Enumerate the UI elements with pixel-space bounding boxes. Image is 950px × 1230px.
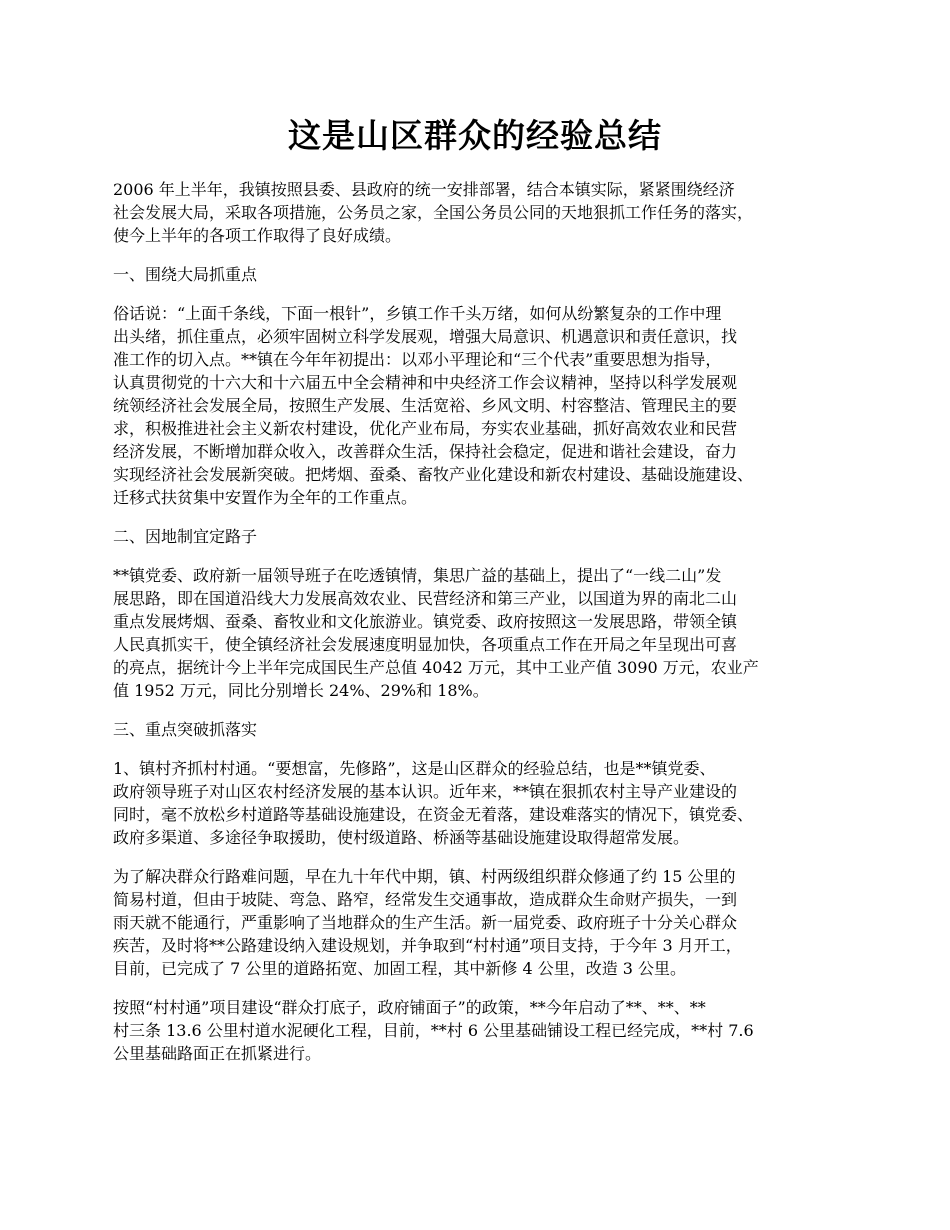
section-heading bbox=[113, 718, 853, 741]
text-line: 简易村道，但由于坡陡、弯急、路窄，经常发生交通事故，造成群众生命财产损失，一到 bbox=[113, 890, 738, 909]
text-line: 公里基础路面正在抓紧进行。 bbox=[113, 1044, 322, 1063]
text-line: 目前，已完成了 7 公里的道路拓宽、加固工程，其中新修 4 公里，改造 3 公里。 bbox=[113, 959, 687, 978]
text-line: 认真贯彻党的十六大和十六届五中全会精神和中央经济工作会议精神，坚持以科学发展观 bbox=[113, 373, 738, 392]
text-line: 俗话说：“上面千条线，下面一根针”，乡镇工作千头万绪，如何从纷繁复杂的工作中理 bbox=[113, 304, 722, 323]
text-line: 雨天就不能通行，严重影响了当地群众的生产生活。新一届党委、政府班子十分关心群众 bbox=[113, 913, 738, 932]
section-heading bbox=[113, 525, 853, 548]
text-line: 迁移式扶贫集中安置作为全年的工作重点。 bbox=[113, 488, 418, 507]
text-line: 为了解决群众行路难问题，早在九十年代中期，镇、村两级组织群众修通了约 15 公里的 bbox=[113, 867, 736, 886]
text-line: 使今上半年的各项工作取得了良好成绩。 bbox=[113, 226, 402, 245]
body-paragraph bbox=[113, 996, 853, 1065]
text-line: 人民真抓实干，使全镇经济社会发展速度明显加快，各项重点工作在开局之年呈现出可喜 bbox=[113, 635, 738, 654]
text-line: 重点发展烤烟、蚕桑、畜牧业和文化旅游业。镇党委、政府按照这一发展思路，带领全镇 bbox=[113, 612, 738, 631]
text-line: 同时，毫不放松乡村道路等基础设施建设，在资金无着落，建设难落实的情况下，镇党委、 bbox=[113, 805, 754, 824]
document-body bbox=[113, 178, 853, 1081]
text-line: **镇党委、政府新一届领导班子在吃透镇情，集思广益的基础上，提出了“一线二山”发 bbox=[113, 566, 722, 585]
text-line: 值 1952 万元，同比分别增长 24%、29%和 18%。 bbox=[113, 681, 489, 700]
text-line: 展思路，即在国道沿线大力发展高效农业、民营经济和第三产业，以国道为界的南北二山 bbox=[113, 589, 738, 608]
text-line: 的亮点，据统计今上半年完成国民生产总值 4042 万元，其中工业产值 3090 万元，农业产 bbox=[113, 658, 759, 677]
text-line: 出头绪，抓住重点，必须牢固树立科学发展观，增强大局意识、机遇意识和责任意识，找 bbox=[113, 327, 738, 346]
text-line: 疾苦，及时将**公路建设纳入建设规划，并争取到“村村通”项目支持，于今年 3 月开工， bbox=[113, 936, 742, 955]
text-line: 三、重点突破抓落实 bbox=[113, 720, 258, 739]
text-line: 经济发展，不断增加群众收入，改善群众生活，保持社会稳定，促进和谐社会建设，奋力 bbox=[113, 442, 738, 461]
text-line: 1、镇村齐抓村村通。“要想富，先修路”，这是山区群众的经验总结，也是**镇党委、 bbox=[113, 759, 716, 778]
text-line: 按照“村村通”项目建设“群众打底子，政府铺面子”的政策，**今年启动了**、**、** bbox=[113, 998, 706, 1017]
body-paragraph bbox=[113, 865, 853, 980]
body-paragraph bbox=[113, 178, 853, 247]
text-line: 求，积极推进社会主义新农村建设，优化产业布局，夯实农业基础，抓好高效农业和民营 bbox=[113, 419, 738, 438]
text-line: 村三条 13.6 公里村道水泥硬化工程，目前，**村 6 公里基础铺设工程已经完成，**村 7.6 bbox=[113, 1021, 754, 1040]
text-line: 实现经济社会发展新突破。把烤烟、蚕桑、畜牧产业化建设和新农村建设、基础设施建设、 bbox=[113, 465, 754, 484]
text-line: 社会发展大局，采取各项措施，公务员之家，全国公务员公同的天地狠抓工作任务的落实， bbox=[113, 203, 754, 222]
text-line: 2006 年上半年，我镇按照县委、县政府的统一安排部署，结合本镇实际，紧紧围绕经济 bbox=[113, 180, 735, 199]
text-line: 统领经济社会发展全局，按照生产发展、生活宽裕、乡风文明、村容整洁、管理民主的要 bbox=[113, 396, 738, 415]
body-paragraph bbox=[113, 757, 853, 849]
section-heading bbox=[113, 263, 853, 286]
text-line: 一、围绕大局抓重点 bbox=[113, 265, 258, 284]
text-line: 二、因地制宜定路子 bbox=[113, 527, 258, 546]
body-paragraph bbox=[113, 302, 853, 509]
document-title: 这是山区群众的经验总结 bbox=[288, 116, 662, 155]
text-line: 政府领导班子对山区农村经济发展的基本认识。近年来，**镇在狠抓农村主导产业建设的 bbox=[113, 782, 738, 801]
text-line: 政府多渠道、多途径争取援助，使村级道路、桥涵等基础设施建设取得超常发展。 bbox=[113, 828, 690, 847]
body-paragraph bbox=[113, 564, 853, 702]
text-line: 准工作的切入点。**镇在今年年初提出：以邓小平理论和“三个代表”重要思想为指导， bbox=[113, 350, 722, 369]
